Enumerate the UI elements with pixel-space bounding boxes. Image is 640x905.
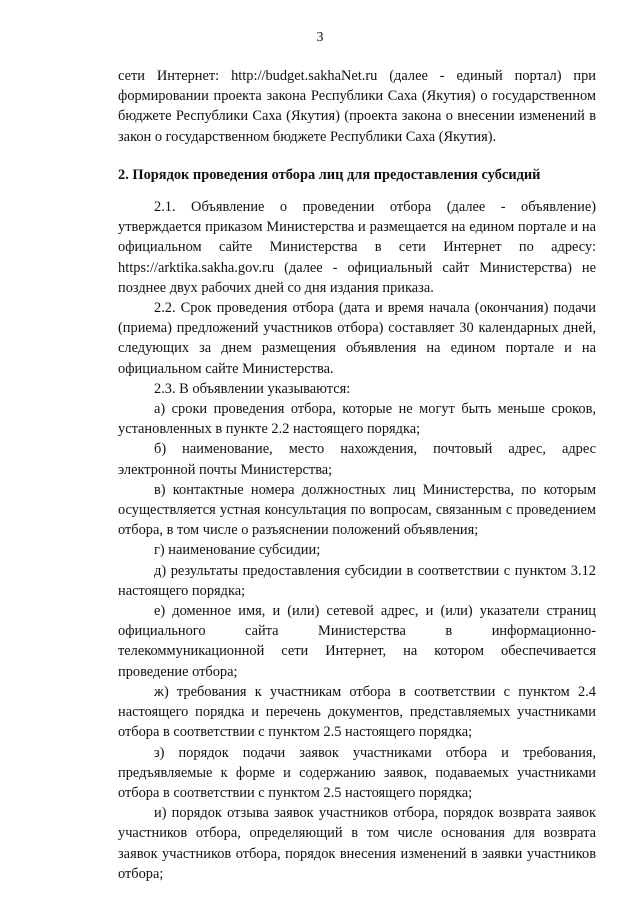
page-number: 3 [316,30,324,45]
list-item-d: д) результаты предоставления субсидии в соответствии с пунктом 3.12 настоящего порядка; [118,562,596,599]
paragraph-2-1: 2.1. Объявление о проведении отбора (далее - объявление) утверждается приказом Министерства и размещается на едином портале и на официальном сайте Министерства в сети Интернет по адресу: https://arktika.sakha.gov.ru (далее - официальный сайт Министерства) не позднее двух рабочих дней со дня издания приказа. [118,199,596,296]
paragraph-2-2: 2.2. Срок проведения отбора (дата и время начала (окончания) подачи (приема) предложений участников отбора) составляет 30 календарных дней, следующих за днем размещения объявления на едином портале и на официальном сайте Министерства. [118,300,596,377]
section-heading: 2. Порядок проведения отбора лиц для предоставления субсидий [118,166,541,183]
paragraph-2-3: 2.3. В объявлении указываются: [154,380,351,397]
page-content [118,66,596,884]
intro-paragraph: сети Интернет: http://budget.sakhaNet.ru (далее - единый портал) при формировании проекта закона Республики Саха (Якутия) о государственном бюджете Республики Саха (Якутия) (проекта закона о внесении изменений в закон о государственном бюджете Республики Саха (Якутия). [118,68,596,145]
list-item-a: а) сроки проведения отбора, которые не могут быть меньше сроков, установленных в пункте 2.2 настоящего порядка; [118,401,596,438]
list-item-zh: ж) требования к участникам отбора в соответствии с пунктом 2.4 настоящего порядка и перечень документов, представляемых участниками отбора в соответствии с пунктом 2.5 настоящего порядка; [118,683,596,741]
list-item-g: г) наименование субсидии; [154,542,321,559]
list-item-i: и) порядок отзыва заявок участников отбора, порядок возврата заявок участников отбора, определяющий в том числе основания для возврата заявок участников отбора, порядок внесения изменений в заявки участников отбора; [118,805,596,882]
list-item-z: з) порядок подачи заявок участниками отбора и требования, предъявляемые к форме и содержанию заявок, подаваемых участниками отбора в соответствии с пунктом 2.5 настоящего порядка; [118,744,596,801]
list-item-b: б) наименование, место нахождения, почтовый адрес, адрес электронной почты Министерства; [118,441,596,478]
list-item-e: е) доменное имя, и (или) сетевой адрес, и (или) указатели страниц официального сайта Министерства в информационно-телекоммуникационной сети Интернет, на котором обеспечивается проведение отбора; [118,603,596,680]
list-item-v: в) контактные номера должностных лиц Министерства, по которым осуществляется устная консультация по вопросам, связанным с проведением отбора, в том числе о разъяснении положений объявления; [118,481,596,539]
